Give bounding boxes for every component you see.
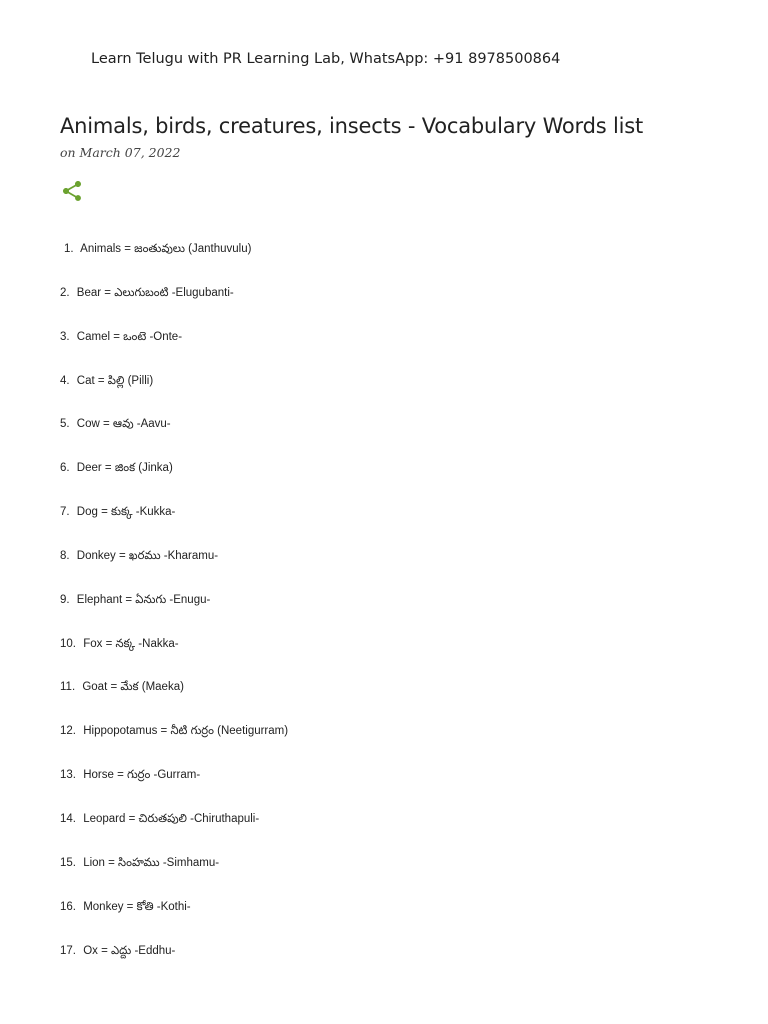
list-item (60, 674, 288, 718)
blog-name-link[interactable]: Learn Telugu with PR Learning Lab, WhatsApp: +91 8978500864 (91, 51, 561, 67)
list-item-number: 2. (60, 286, 70, 299)
list-item (60, 368, 288, 412)
list-item (60, 455, 288, 499)
list-item-number: 9. (60, 593, 70, 606)
list-item-text: Monkey = కోతి -Kothi- (83, 900, 191, 913)
list-item-text: Elephant = ఏనుగు -Enugu- (76, 593, 211, 606)
list-item-text: Animals = జంతువులు (Janthuvulu) (80, 243, 252, 255)
list-item-number: 12. (60, 725, 76, 738)
list-item-text: Ox = ఎద్దు -Eddhu- (83, 944, 176, 957)
list-item-text: Horse = గుర్రం -Gurram- (83, 769, 201, 782)
list-item-number: 14. (60, 812, 76, 825)
list-item (60, 631, 288, 675)
list-item-number: 6. (60, 462, 70, 475)
list-item (60, 543, 288, 587)
list-item-number: 15. (60, 856, 76, 869)
list-item (60, 411, 288, 455)
list-item-number: 5. (60, 418, 70, 431)
list-item (60, 324, 288, 368)
list-item (60, 850, 288, 894)
list-item (60, 718, 288, 762)
vocabulary-list (60, 236, 288, 981)
list-item-number: 13. (60, 769, 76, 782)
list-item (60, 499, 288, 543)
list-item-text: Lion = సింహము -Simhamu- (83, 856, 220, 869)
list-item (60, 894, 288, 938)
list-item-text: Cat = పిల్లి (Pilli) (76, 374, 154, 387)
share-button[interactable] (60, 179, 84, 203)
list-item-number: 8. (60, 549, 70, 562)
list-item-number: 7. (60, 506, 70, 519)
list-item-text: Deer = జింక (Jinka) (76, 462, 173, 475)
list-item-number: 4. (60, 374, 70, 387)
list-item-number: 10. (60, 637, 76, 650)
list-item (60, 236, 288, 280)
list-item (60, 762, 288, 806)
list-item-number: 3. (60, 330, 70, 343)
list-item-text: Fox = నక్క -Nakka- (83, 637, 179, 650)
list-item-text: Bear = ఎలుగుబంటి -Elugubanti- (76, 286, 234, 299)
list-item-number: 1. (64, 243, 74, 255)
share-icon (60, 179, 84, 203)
list-item-text: Camel = ఒంటె -Onte- (76, 330, 183, 343)
list-item-number: 11. (60, 681, 76, 694)
post-title: Animals, birds, creatures, insects - Vocabulary Words list (60, 114, 644, 138)
list-item-number: 16. (60, 900, 76, 913)
list-item-text: Goat = మేక (Maeka) (82, 681, 184, 694)
list-item-text: Hippopotamus = నీటి గుర్రం (Neetigurram) (83, 725, 289, 738)
list-item-text: Cow = ఆవు -Aavu- (76, 418, 171, 431)
list-item-text: Dog = కుక్క -Kukka- (76, 506, 176, 519)
list-item (60, 938, 288, 982)
post-date: on March 07, 2022 (60, 145, 181, 160)
list-item-text: Donkey = ఖరము -Kharamu- (76, 549, 219, 562)
list-item (60, 587, 288, 631)
list-item-text: Leopard = చిరుతపులి -Chiruthapuli- (83, 812, 260, 825)
list-item (60, 806, 288, 850)
list-item-number: 17. (60, 944, 76, 957)
list-item (60, 280, 288, 324)
